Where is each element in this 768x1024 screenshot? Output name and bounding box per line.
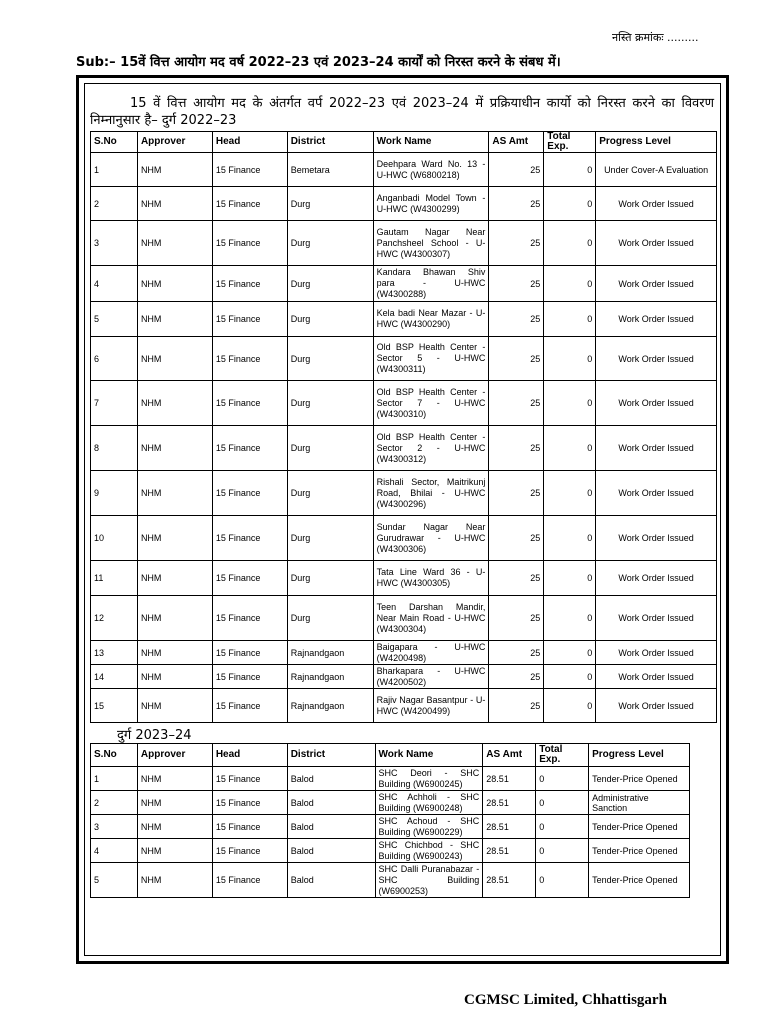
table-cell: 1: [91, 153, 138, 187]
table-cell: 25: [489, 516, 544, 561]
table-cell: Work Order Issued: [596, 561, 717, 596]
table-cell: 0: [544, 471, 596, 516]
table-row: [91, 337, 717, 381]
column-header: Work Name: [373, 132, 489, 153]
table-cell: NHM: [137, 665, 212, 689]
table-cell: 12: [91, 596, 138, 641]
column-header: AS Amt: [483, 744, 536, 767]
table-cell: 15 Finance: [212, 561, 287, 596]
table-cell: 15 Finance: [212, 815, 287, 839]
table-cell: Rishali Sector, Maitrikunj Road, Bhilai - U-HWC (W4300296): [373, 471, 489, 516]
table-cell: Rajnandgaon: [287, 641, 373, 665]
table-cell: Durg: [287, 596, 373, 641]
table-cell: Durg: [287, 516, 373, 561]
table-cell: 10: [91, 516, 138, 561]
column-header: Approver: [137, 744, 212, 767]
table-cell: Work Order Issued: [596, 596, 717, 641]
table-cell: Kandara Bhawan Shiv para - U-HWC (W4300288): [373, 266, 489, 302]
table-cell: 25: [489, 596, 544, 641]
table-cell: Anganbadi Model Town - U-HWC (W4300299): [373, 187, 489, 221]
footer-organization: CGMSC Limited, Chhattisgarh: [464, 992, 667, 1008]
column-header: Work Name: [375, 744, 483, 767]
table-cell: SHC Dalli Puranabazar - SHC Building (W6900253): [375, 863, 483, 898]
table-cell: Durg: [287, 471, 373, 516]
table-cell: NHM: [137, 516, 212, 561]
table-cell: Durg: [287, 426, 373, 471]
table-cell: Durg: [287, 561, 373, 596]
table-cell: Tender-Price Opened: [589, 767, 690, 791]
table-cell: 15 Finance: [212, 302, 287, 337]
table-cell: Old BSP Health Center - Sector 5 - U-HWC (W4300311): [373, 337, 489, 381]
table-cell: Work Order Issued: [596, 471, 717, 516]
table-cell: 1: [91, 767, 138, 791]
table-row: [91, 665, 717, 689]
column-header: Progress Level: [589, 744, 690, 767]
column-header: District: [287, 132, 373, 153]
table-cell: NHM: [137, 153, 212, 187]
table-cell: 25: [489, 561, 544, 596]
table-cell: 15 Finance: [212, 337, 287, 381]
table-cell: 11: [91, 561, 138, 596]
table-cell: 25: [489, 665, 544, 689]
table-cell: 25: [489, 187, 544, 221]
table-cell: 25: [489, 689, 544, 723]
table-cell: Old BSP Health Center - Sector 7 - U-HWC (W4300310): [373, 381, 489, 426]
table-cell: 3: [91, 815, 138, 839]
table-cell: Baigapara - U-HWC (W4200498): [373, 641, 489, 665]
table-cell: NHM: [137, 839, 212, 863]
table-cell: Tender-Price Opened: [589, 815, 690, 839]
table-row: [91, 815, 690, 839]
intro-paragraph: 15 वें वित्त आयोग मद के अंतर्गत वर्प 2022–23 एवं 2023–24 में प्रक्रियाधीन कार्यो को निरस्त करने का विवरण निम्नानुसार है– दुर्ग 2022–23: [90, 96, 714, 128]
table-row: [91, 381, 717, 426]
table-row: [91, 187, 717, 221]
table-cell: 28.51: [483, 791, 536, 815]
table-cell: 15 Finance: [212, 641, 287, 665]
table-cell: Deehpara Ward No. 13 - U-HWC (W6800218): [373, 153, 489, 187]
table-row: [91, 767, 690, 791]
table-cell: NHM: [137, 302, 212, 337]
table-cell: Under Cover-A Evaluation: [596, 153, 717, 187]
table-cell: 4: [91, 839, 138, 863]
table-cell: NHM: [137, 471, 212, 516]
table-cell: 15: [91, 689, 138, 723]
table-cell: SHC Achoud - SHC Building (W6900229): [375, 815, 483, 839]
table-cell: NHM: [137, 863, 212, 898]
table-cell: SHC Achholi - SHC Building (W6900248): [375, 791, 483, 815]
table-cell: Tender-Price Opened: [589, 839, 690, 863]
table-cell: Balod: [287, 767, 375, 791]
table-cell: 0: [544, 221, 596, 266]
table-cell: 0: [544, 426, 596, 471]
column-header: Head: [212, 744, 287, 767]
table-cell: 0: [544, 689, 596, 723]
table-cell: 15 Finance: [212, 187, 287, 221]
table-cell: Durg: [287, 302, 373, 337]
table-cell: 3: [91, 221, 138, 266]
table-row: [91, 641, 717, 665]
table-cell: Teen Darshan Mandir, Near Main Road - U-HWC (W4300304): [373, 596, 489, 641]
table-cell: Tender-Price Opened: [589, 863, 690, 898]
table-cell: Old BSP Health Center - Sector 2 - U-HWC (W4300312): [373, 426, 489, 471]
table-cell: 0: [544, 381, 596, 426]
table-row: [91, 689, 717, 723]
table-row: [91, 596, 717, 641]
table-cell: Work Order Issued: [596, 221, 717, 266]
table-cell: Tata Line Ward 36 - U-HWC (W4300305): [373, 561, 489, 596]
table-cell: 0: [536, 815, 589, 839]
table-cell: 15 Finance: [212, 153, 287, 187]
table-cell: NHM: [137, 596, 212, 641]
table-cell: 0: [544, 187, 596, 221]
table-cell: 15 Finance: [212, 516, 287, 561]
table-cell: 25: [489, 641, 544, 665]
table-cell: 15 Finance: [212, 266, 287, 302]
table-cell: 28.51: [483, 863, 536, 898]
table-cell: Kela badi Near Mazar - U-HWC (W4300290): [373, 302, 489, 337]
table-row: [91, 266, 717, 302]
column-header: Total Exp.: [544, 132, 596, 153]
table-cell: 0: [544, 596, 596, 641]
table-cell: Gautam Nagar Near Panchsheel School - U-HWC (W4300307): [373, 221, 489, 266]
table-cell: 15 Finance: [212, 381, 287, 426]
table-cell: Balod: [287, 839, 375, 863]
table-cell: Work Order Issued: [596, 665, 717, 689]
table-cell: NHM: [137, 561, 212, 596]
table-cell: Durg: [287, 266, 373, 302]
table-cell: 0: [544, 561, 596, 596]
table-cell: Work Order Issued: [596, 266, 717, 302]
table-cell: Work Order Issued: [596, 337, 717, 381]
table-cell: 25: [489, 153, 544, 187]
table-cell: NHM: [137, 337, 212, 381]
table-cell: Durg: [287, 381, 373, 426]
table-row: [91, 426, 717, 471]
table-cell: Work Order Issued: [596, 641, 717, 665]
table-cell: 2: [91, 791, 138, 815]
table-cell: NHM: [137, 815, 212, 839]
table-cell: 28.51: [483, 839, 536, 863]
document-frame: [76, 75, 729, 964]
table-cell: Balod: [287, 791, 375, 815]
table-cell: NHM: [137, 641, 212, 665]
table-cell: NHM: [137, 689, 212, 723]
table-cell: 15 Finance: [212, 689, 287, 723]
table-cell: 8: [91, 426, 138, 471]
table-cell: 15 Finance: [212, 791, 287, 815]
table-cell: Rajnandgaon: [287, 689, 373, 723]
table-cell: Balod: [287, 863, 375, 898]
subheading-2023-24: दुर्ग 2023–24: [117, 728, 192, 743]
table-cell: 0: [544, 641, 596, 665]
table-row: [91, 221, 717, 266]
table-cell: 15 Finance: [212, 839, 287, 863]
table-cell: NHM: [137, 767, 212, 791]
table-cell: 25: [489, 337, 544, 381]
column-header: District: [287, 744, 375, 767]
table-cell: NHM: [137, 381, 212, 426]
subject-line: Sub:– 15वें वित्त आयोग मद वर्ष 2022–23 एवं 2023–24 कार्यों को निरस्त करने के संबध में।: [76, 55, 561, 70]
table-cell: NHM: [137, 187, 212, 221]
table-cell: 15 Finance: [212, 665, 287, 689]
table-cell: SHC Chichbod - SHC Building (W6900243): [375, 839, 483, 863]
table-cell: Sundar Nagar Near Gurudrawar - U-HWC (W4300306): [373, 516, 489, 561]
table-cell: 0: [536, 791, 589, 815]
column-header: Total Exp.: [536, 744, 589, 767]
table-row: [91, 561, 717, 596]
table-cell: 25: [489, 426, 544, 471]
column-header: S.No: [91, 744, 138, 767]
table-cell: 0: [544, 302, 596, 337]
table-cell: Bemetara: [287, 153, 373, 187]
table-cell: 9: [91, 471, 138, 516]
table-row: [91, 791, 690, 815]
table-cell: 0: [544, 153, 596, 187]
table-row: [91, 839, 690, 863]
table-cell: Balod: [287, 815, 375, 839]
table-cell: 2: [91, 187, 138, 221]
table-cell: 15 Finance: [212, 471, 287, 516]
file-number: नस्ति क्रमांकः .........: [612, 31, 699, 44]
column-header: Head: [212, 132, 287, 153]
table-cell: 0: [536, 839, 589, 863]
table-cell: 14: [91, 665, 138, 689]
table-row: [91, 863, 690, 898]
table-cell: 25: [489, 302, 544, 337]
table-cell: Rajiv Nagar Basantpur - U-HWC (W4200499): [373, 689, 489, 723]
column-header: Approver: [137, 132, 212, 153]
table-cell: 25: [489, 221, 544, 266]
table-cell: Durg: [287, 337, 373, 381]
column-header: S.No: [91, 132, 138, 153]
table-cell: Work Order Issued: [596, 689, 717, 723]
table-cell: Work Order Issued: [596, 302, 717, 337]
table-cell: 0: [536, 767, 589, 791]
table-cell: 15 Finance: [212, 596, 287, 641]
table-row: [91, 153, 717, 187]
table-cell: NHM: [137, 266, 212, 302]
works-table-2023-24: [90, 743, 690, 898]
table-cell: Work Order Issued: [596, 381, 717, 426]
table-cell: Administrative Sanction: [589, 791, 690, 815]
table-cell: Work Order Issued: [596, 187, 717, 221]
table-cell: 4: [91, 266, 138, 302]
table-cell: Work Order Issued: [596, 516, 717, 561]
column-header: AS Amt: [489, 132, 544, 153]
table-cell: Work Order Issued: [596, 426, 717, 471]
table-cell: 0: [536, 863, 589, 898]
table-cell: 5: [91, 302, 138, 337]
table-cell: 13: [91, 641, 138, 665]
table-cell: Durg: [287, 187, 373, 221]
table-cell: 25: [489, 381, 544, 426]
table-cell: 25: [489, 471, 544, 516]
table-cell: 7: [91, 381, 138, 426]
table-cell: Bharkapara - U-HWC (W4200502): [373, 665, 489, 689]
table-cell: 25: [489, 266, 544, 302]
column-header: Progress Level: [596, 132, 717, 153]
table-cell: NHM: [137, 791, 212, 815]
table-row: [91, 302, 717, 337]
table-cell: 6: [91, 337, 138, 381]
table-cell: 15 Finance: [212, 863, 287, 898]
table-row: [91, 516, 717, 561]
table-cell: Durg: [287, 221, 373, 266]
table-cell: 15 Finance: [212, 221, 287, 266]
table-cell: Rajnandgaon: [287, 665, 373, 689]
table-cell: NHM: [137, 426, 212, 471]
table-cell: 28.51: [483, 815, 536, 839]
table-cell: 0: [544, 516, 596, 561]
table-cell: 15 Finance: [212, 426, 287, 471]
table-cell: 28.51: [483, 767, 536, 791]
table-row: [91, 471, 717, 516]
table-cell: 0: [544, 665, 596, 689]
table-cell: 0: [544, 266, 596, 302]
table-cell: 0: [544, 337, 596, 381]
works-table-2022-23: [90, 131, 717, 723]
table-cell: NHM: [137, 221, 212, 266]
table-cell: SHC Deori - SHC Building (W6900245): [375, 767, 483, 791]
table-cell: 5: [91, 863, 138, 898]
table-cell: 15 Finance: [212, 767, 287, 791]
